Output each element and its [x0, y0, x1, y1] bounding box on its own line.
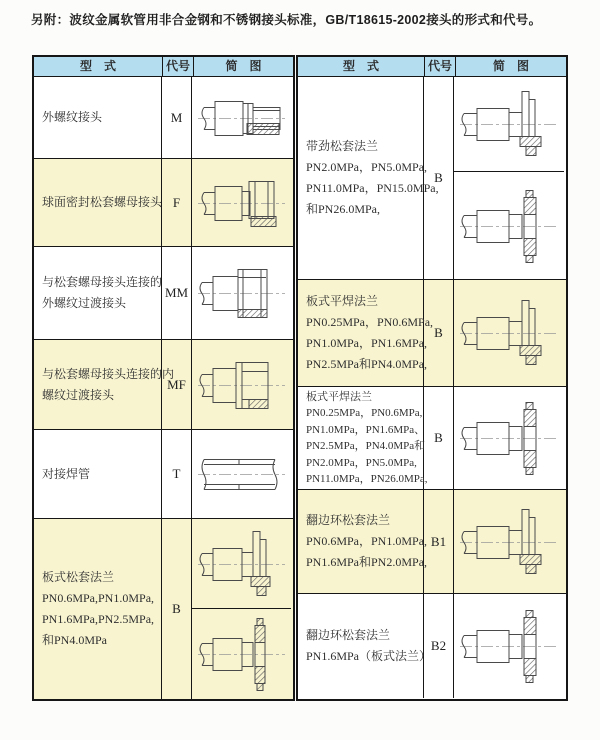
type-text-line: PN2.0MPa，PN5.0MPa, — [306, 456, 417, 469]
table-header-row — [34, 57, 293, 77]
code-cell: B — [162, 519, 192, 699]
column-header-type: 型 式 — [298, 57, 425, 76]
type-cell — [298, 387, 428, 489]
flange-swivel-diagram — [454, 387, 564, 489]
type-text-line: PN2.5MPa，PN4.0MPa和 — [306, 440, 426, 452]
table-row — [298, 77, 566, 279]
type-text-line: 和PN26.0MPa, — [306, 202, 381, 216]
table-row — [298, 386, 566, 489]
int-thread-coupling-diagram — [192, 340, 291, 429]
doc-title: 另附：波纹金属软管用非合金钢和不锈钢接头标准，GB/T18615-2002接头的形式和代号。 — [31, 13, 542, 27]
type-text-line: PN11.0MPa，PN26.0MPa, — [306, 473, 428, 485]
butt-weld-pipe-diagram — [192, 430, 291, 518]
type-text-line: PN2.0MPa，PN5.0MPa, — [306, 160, 428, 174]
type-text-line: PN1.0MPa，PN1.6MPa、 — [306, 423, 426, 436]
type-text-line: PN0.6MPa,PN1.0MPa, — [42, 591, 155, 605]
code-cell: B — [424, 387, 454, 489]
type-text-line: PN0.25MPa，PN0.6MPa, — [306, 315, 434, 329]
fittings-table — [32, 55, 568, 701]
diagram-column — [454, 280, 564, 386]
diagram-column — [192, 77, 291, 158]
type-text-line: PN1.6MPa和PN2.0MPa, — [306, 555, 428, 569]
type-text-line: 球面密封松套螺母接头 — [42, 195, 163, 209]
type-text-line: 板式松套法兰 — [42, 570, 115, 584]
type-cell — [298, 490, 428, 593]
type-text-line: 螺纹过渡接头 — [42, 387, 115, 402]
flange-neck-diagram — [192, 519, 291, 608]
diagram-column — [454, 490, 564, 593]
male-thread-diagram — [192, 77, 291, 158]
type-cell — [298, 280, 434, 386]
flange-neck-diagram — [454, 77, 564, 171]
code-cell: B — [424, 280, 454, 386]
diagram-column — [192, 159, 291, 246]
column-header-diagram: 简 图 — [492, 59, 529, 73]
type-cell — [34, 340, 175, 429]
type-text-line: 翻边环松套法兰 — [306, 513, 391, 527]
type-text-line: 带劲松套法兰 — [306, 139, 379, 153]
code-cell: F — [162, 159, 192, 246]
code-cell: MF — [162, 340, 192, 429]
flange-neck-diagram — [454, 280, 564, 386]
fitting-table-right — [296, 55, 568, 701]
type-text-line: 板式平焊法兰 — [306, 294, 379, 308]
table-row — [298, 279, 566, 386]
table-row — [34, 518, 293, 699]
diagram-column — [192, 519, 291, 699]
ext-thread-coupling-diagram — [192, 247, 291, 339]
table-header-row — [298, 57, 566, 77]
column-header-code: 代号 — [163, 57, 194, 76]
type-cell — [34, 247, 162, 339]
code-cell: MM — [162, 247, 192, 339]
type-text-line: PN2.5MPa和PN4.0MPa, — [306, 357, 428, 371]
diagram-column — [192, 247, 291, 339]
code-cell: B — [424, 77, 454, 279]
type-text-line: PN1.6MPa,PN2.5MPa, — [42, 612, 155, 626]
type-text-line: PN0.25MPa，PN0.6MPa, — [306, 407, 423, 419]
type-text-line: 和PN4.0MPa — [42, 633, 108, 647]
flange-swivel-diagram — [454, 594, 564, 698]
flange-neck-diagram — [454, 490, 564, 593]
type-text-line: PN11.0MPa，PN15.0MPa, — [306, 181, 439, 195]
column-header-type: 型 式 — [34, 57, 163, 76]
type-cell — [34, 430, 162, 518]
type-text-line: 板式平焊法兰 — [306, 390, 372, 403]
loose-nut-diagram — [192, 159, 291, 246]
diagram-column — [454, 387, 564, 489]
code-cell: M — [162, 77, 192, 158]
type-text-line: 外螺纹接头 — [42, 110, 103, 124]
code-cell: B1 — [424, 490, 454, 593]
flange-swivel-diagram — [454, 171, 564, 279]
diagram-column — [454, 594, 564, 698]
type-cell — [298, 77, 439, 279]
flange-swivel-diagram — [192, 608, 291, 699]
column-header-code: 代号 — [425, 57, 456, 76]
table-row — [34, 77, 293, 158]
type-text-line: PN0.6MPa，PN1.0MPa, — [306, 534, 428, 548]
table-row — [298, 593, 566, 698]
type-text-line: 翻边环松套法兰 — [306, 628, 391, 642]
fitting-table-left — [32, 55, 295, 701]
type-text-line: 对接焊管 — [42, 466, 91, 481]
column-header-diagram: 简 图 — [225, 59, 262, 73]
table-row — [34, 339, 293, 429]
type-cell — [298, 594, 432, 698]
code-cell: T — [162, 430, 192, 518]
diagram-column — [192, 340, 291, 429]
type-text-line: PN1.0MPa，PN1.6MPa, — [306, 336, 428, 350]
table-row — [34, 246, 293, 339]
table-row — [34, 429, 293, 518]
type-cell — [34, 77, 162, 158]
diagram-column — [192, 430, 291, 518]
diagram-column — [454, 77, 564, 279]
type-text-line: 与松套螺母接头连接的内 — [42, 366, 175, 381]
table-row — [298, 489, 566, 593]
code-cell: B2 — [424, 594, 454, 698]
type-cell — [34, 159, 162, 246]
type-cell — [34, 519, 162, 699]
type-text-line: 与松套螺母接头连接的 — [42, 275, 163, 289]
type-text-line: PN1.6MPa（板式法兰） — [306, 649, 432, 663]
type-text-line: 外螺纹过渡接头 — [42, 296, 127, 310]
table-row — [34, 158, 293, 246]
